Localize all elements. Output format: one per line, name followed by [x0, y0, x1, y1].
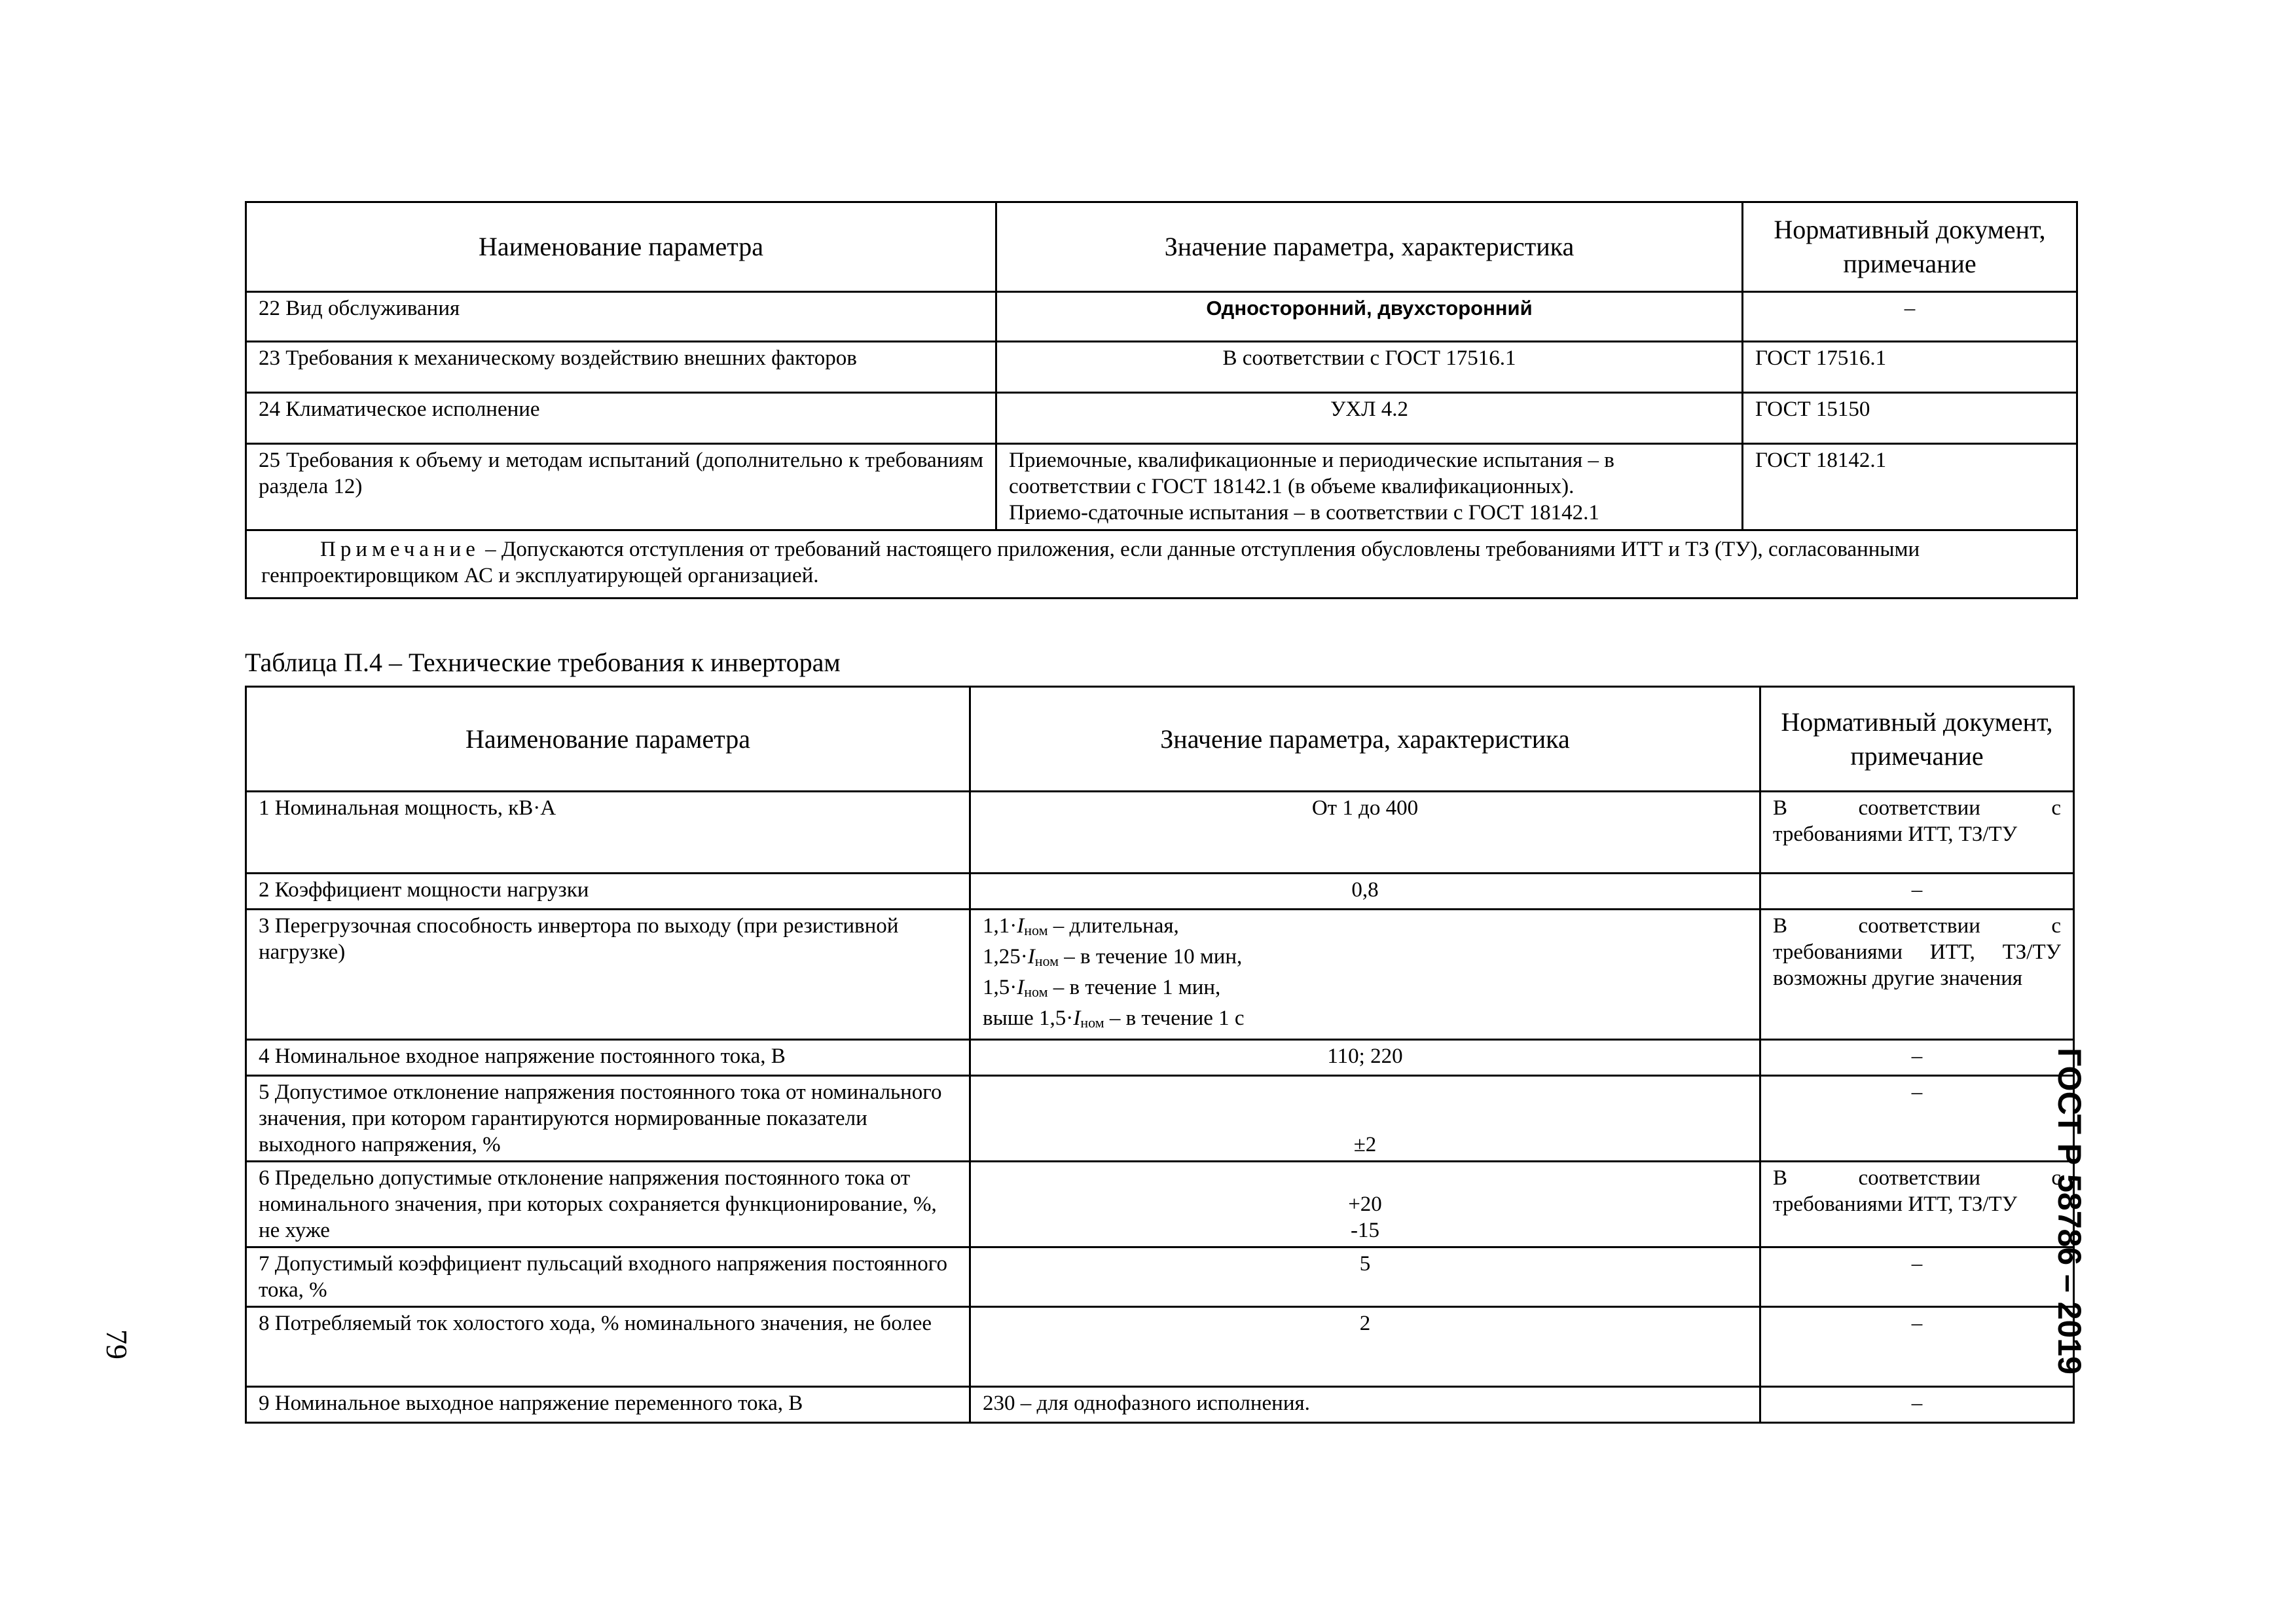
value-line: -15: [1351, 1219, 1379, 1242]
row-value: 230 – для однофазного исполнения.: [970, 1387, 1760, 1423]
row-value: [996, 444, 1743, 530]
row-name: 22 Вид обслуживания: [246, 292, 996, 342]
row-doc: В соответствии с требованиями ИТТ, ТЗ/ТУ: [1760, 1162, 2074, 1247]
row-name: 3 Перегрузочная способность инвертора по выходу (при резистивной нагрузке): [246, 910, 970, 1040]
table-row: [246, 342, 2077, 393]
row-value: [970, 1162, 1760, 1247]
header-parameter-name: Наименование параметра: [246, 202, 996, 292]
table-caption: Таблица П.4 – Технические требования к инверторам: [245, 648, 841, 677]
row-value: 0,8: [970, 874, 1760, 910]
table-row: [246, 1076, 2074, 1162]
row-doc: –: [1760, 874, 2074, 910]
row-value: В соответствии с ГОСТ 17516.1: [996, 342, 1743, 393]
header-normative-document: Нормативный документ, примечание: [1743, 202, 2077, 292]
row-name: 24 Климатическое исполнение: [246, 393, 996, 444]
row-name: 9 Номинальное выходное напряжение переменного тока, В: [246, 1387, 970, 1423]
row-value: 110; 220: [970, 1040, 1760, 1076]
row-value: От 1 до 400: [970, 792, 1760, 874]
row-doc: –: [1760, 1247, 2074, 1307]
value-line: $1,25\cdot I_{ном} - в$ течение 10 мин,: [983, 945, 1243, 969]
value-line: $1,1\cdot I_{ном}$ – длительная,: [983, 914, 1179, 938]
value-line: $1,5\cdot I_{ном} - в$ течение 1 мин,: [983, 976, 1221, 1000]
header-parameter-value: Значение параметра, характеристика: [996, 202, 1743, 292]
table-row: [246, 792, 2074, 874]
table-row: [246, 1247, 2074, 1307]
value-line: выше $1,5\cdot I_{ном} - в$ течение 1 с: [983, 1006, 1245, 1031]
value-line: Приемо-сдаточные испытания – в соответствии с ГОСТ 18142.1: [1009, 501, 1599, 525]
table-row: [246, 1162, 2074, 1247]
row-value: 2: [970, 1307, 1760, 1387]
header-parameter-value: Значение параметра, характеристика: [970, 687, 1760, 792]
table-note: [246, 530, 2077, 599]
header-parameter-name: Наименование параметра: [246, 687, 970, 792]
table-row: [246, 444, 2077, 530]
document-designation: ГОСТ Р 58786 – 2019: [2051, 1048, 2088, 1375]
row-value: [970, 910, 1760, 1040]
row-name: 1 Номинальная мощность, кВ·А: [246, 792, 970, 874]
row-name: 8 Потребляемый ток холостого хода, % номинального значения, не более: [246, 1307, 970, 1387]
row-name: 2 Коэффициент мощности нагрузки: [246, 874, 970, 910]
value-line: Приемочные, квалификационные и периодические испытания – в: [1009, 449, 1614, 472]
row-name: 5 Допустимое отклонение напряжения постоянного тока от номинального значения, при котором гарантируются нормированные показатели выходного напряжения, %: [246, 1076, 970, 1162]
table-note-row: [246, 530, 2077, 599]
row-doc: –: [1760, 1076, 2074, 1162]
value-line: +20: [1348, 1192, 1382, 1216]
row-name: 6 Предельно допустимые отклонение напряжения постоянного тока от номинального значения, при которых сохраняется функционирование, %, не хуже: [246, 1162, 970, 1247]
table-row: [246, 1040, 2074, 1076]
row-name: 4 Номинальное входное напряжение постоянного тока, В: [246, 1040, 970, 1076]
row-doc: В соответствии с требованиями ИТТ, ТЗ/ТУ возможны другие значения: [1760, 910, 2074, 1040]
header-normative-document: Нормативный документ, примечание: [1760, 687, 2074, 792]
note-label: Примечание: [320, 538, 480, 561]
row-name: 23 Требования к механическому воздействию внешних факторов: [246, 342, 996, 393]
table-header-row: [246, 687, 2074, 792]
row-value: УХЛ 4.2: [996, 393, 1743, 444]
table-row: [246, 292, 2077, 342]
row-value: 5: [970, 1247, 1760, 1307]
page-number: 79: [100, 1329, 134, 1359]
table-row: [246, 874, 2074, 910]
note-text: – Допускаются отступления от требований настоящего приложения, если данные отступления обусловлены требованиями ИТТ и ТЗ (ТУ), согласованными генпроектировщиком АС и эксплуатирующей организацией.: [261, 538, 1920, 587]
row-doc: ГОСТ 18142.1: [1743, 444, 2077, 530]
row-doc: –: [1743, 292, 2077, 342]
row-name: 7 Допустимый коэффициент пульсаций входного напряжения постоянного тока, %: [246, 1247, 970, 1307]
row-value: Односторонний, двухсторонний: [996, 292, 1743, 342]
table-row: [246, 910, 2074, 1040]
row-value: ±2: [970, 1076, 1760, 1162]
table-header-row: [246, 202, 2077, 292]
row-doc: ГОСТ 15150: [1743, 393, 2077, 444]
row-doc: –: [1760, 1387, 2074, 1423]
row-name: 25 Требования к объему и методам испытаний (дополнительно к требованиям раздела 12): [246, 444, 996, 530]
table-row: [246, 393, 2077, 444]
row-doc: ГОСТ 17516.1: [1743, 342, 2077, 393]
inverter-requirements-table: [245, 686, 2075, 1424]
table-row: [246, 1387, 2074, 1423]
row-doc: –: [1760, 1307, 2074, 1387]
row-doc: –: [1760, 1040, 2074, 1076]
table-row: [246, 1307, 2074, 1387]
row-doc: В соответствии с требованиями ИТТ, ТЗ/ТУ: [1760, 792, 2074, 874]
value-line: соответствии с ГОСТ 18142.1 (в объеме квалификационных).: [1009, 475, 1575, 498]
parameters-table-continuation: [245, 201, 2078, 599]
